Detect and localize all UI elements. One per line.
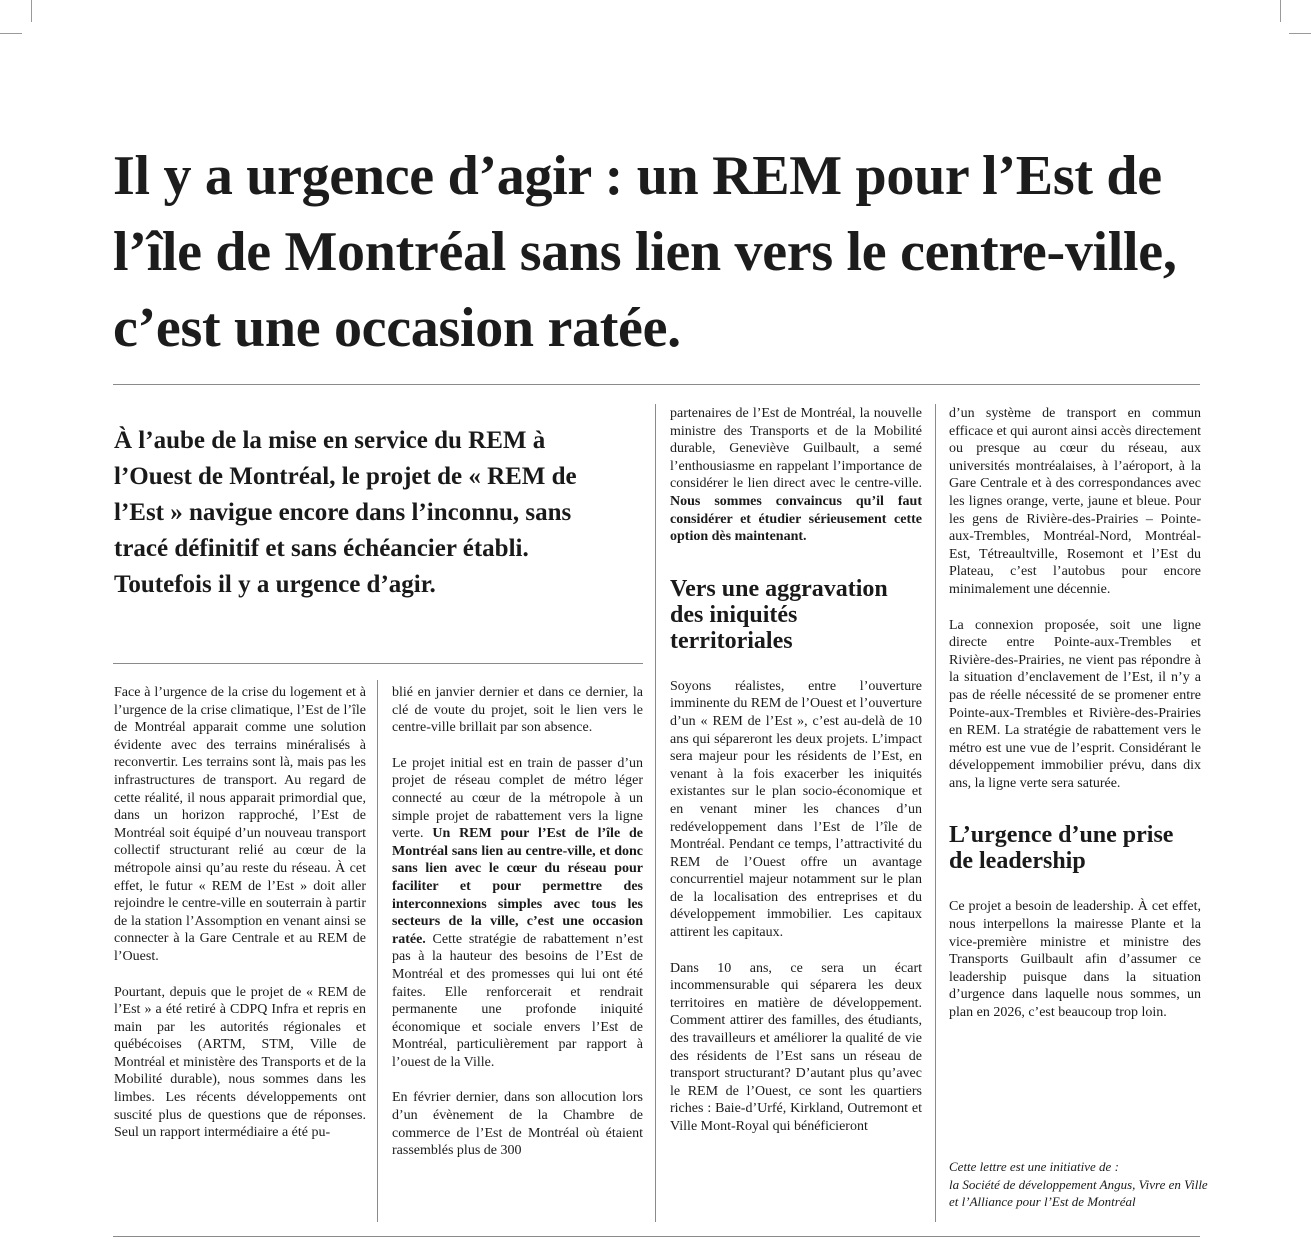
lede: À l’aube de la mise en service du REM à l’Ouest de Montréal, le projet de « REM de l’Est » navigue encore dans l’inconnu, sans tracé définitif et sans échéancier établi. Toutefois il y a urgence d’agir. (114, 427, 577, 598)
emphasis-text: Un REM pour l’Est de l’île de Montréal sans lien au centre-ville, et donc sans lien avec le cœur du réseau pour faciliter et pour permettre des interconnexions simples avec tous les secteurs de la ville, c’est une occasion ratée. (392, 826, 644, 947)
section-heading: Vers une aggravation des iniquités territoriales (670, 575, 888, 654)
crop-mark-top-right-h (1289, 33, 1311, 34)
headline-divider (113, 384, 1200, 385)
column-1 (114, 684, 366, 1142)
column-divider-2 (655, 404, 656, 1222)
section-heading: L’urgence d’une prise de leadership (949, 822, 1174, 875)
body-paragraph (392, 755, 643, 1072)
column-2 (392, 684, 643, 1160)
body-paragraph: blié en janvier dernier et dans ce dernier, la clé de voute du projet, soit le lien vers le centre-ville brillait par son absence. (392, 685, 643, 736)
crop-mark-top-left-v (31, 0, 32, 22)
body-paragraph: Face à l’urgence de la crise du logement et à l’urgence de la crise climatique, l’Est de l’île de Montréal apparait comme une solution évidente avec des terrains minéralisés à reconvertir. Les terrains sont là, mais pas les infrastructures de transport. Au regard de cette réalité, il nous apparait primordial que, dans un horizon rapproché, l’Est de Montréal soit équipé d’un nouveau transport collectif structurant relié au cœur de la métropole ainsi qu’au reste du réseau. À cet effet, le futur « REM de l’Est » doit aller rejoindre le centre-ville en souterrain à partir de la station l’Assomption en venant ainsi se connecter à la Gare Centrale et au REM de l’Ouest. (114, 685, 366, 964)
body-paragraph: Pourtant, depuis que le projet de « REM de l’Est » a été retiré à CDPQ Infra et repris en main par les autorités régionales et québécoises (ARTM, STM, Ville de Montréal et ministère des Transports et de la Mobilité durable), nous sommes dans les limbes. Les récents développements ont suscité plus de questions que de réponses. Seul un rapport intermédiaire a été pu- (114, 984, 366, 1141)
body-paragraph: d’un système de transport en commun efficace et qui auront ainsi accès directement ou presque au cœur du réseau, aux universités montréalaises, à l’aéroport, à la Gare Centrale et à des correspondances avec les lignes orange, verte, jaune et bleue. Pour les gens de Rivière-des-Prairies – Pointe-aux-Trembles, Montréal-Nord, Montréal-Est, Tétreaultville, Rosemont et l’Est du Plateau, c’est l’autobus pour encore minimalement une décennie. (949, 406, 1201, 597)
bottom-rule (113, 1236, 1200, 1237)
column-4 (949, 405, 1201, 1022)
body-paragraph: En février dernier, dans son allocution lors d’un évènement de la Chambre de commerce de l’Est de Montréal où étaient rassemblés plus de 300 (392, 1090, 643, 1159)
body-paragraph: Ce projet a besoin de leadership. À cet effet, nous interpellons la mairesse Plante et la vice-première ministre et ministre des Transports Guilbault afin d’assumer ce leadership puisque dans la situation d’urgence dans laquelle nous sommes, un plan en 2026, c’est beaucoup trop loin. (949, 899, 1201, 1021)
lede-divider (113, 663, 643, 664)
body-text: partenaires de l’Est de Montréal, la nouvelle ministre des Transports et de la Mobilité durable, Geneviève Guilbault, a semé l’enthousiasme en rappelant l’importance de considérer le lien direct avec le centre-ville. (670, 406, 922, 492)
headline: Il y a urgence d’agir : un REM pour l’Est de l’île de Montréal sans lien vers le centre-ville, c’est une occasion ratée. (113, 145, 1177, 359)
column-divider-1 (377, 680, 378, 1222)
column-divider-3 (935, 404, 936, 1222)
column-3 (670, 405, 922, 1136)
signature-intro: Cette lettre est une initiative de : (949, 1159, 1119, 1174)
emphasis-text: Nous sommes convaincus qu’il faut considérer et étudier sérieusement cette option dès maintenant. (670, 493, 922, 545)
body-paragraph: Dans 10 ans, ce sera un écart incommensurable qui séparera les deux territoires en matière de développement. Comment attirer des familles, des étudiants, des travailleurs et améliorer la qualité de vie des résidents de l’Est sans un réseau de transport structurant? D’autant plus qu’avec le REM de l’Ouest, ce sont les quartiers riches : Baie-d’Urfé, Kirkland, Outremont et Ville Mont-Royal qui bénéficieront (670, 960, 922, 1134)
body-paragraph: La connexion proposée, soit une ligne directe entre Pointe-aux-Trembles et Rivière-des-Prairies, ne vient pas répondre à la situation d’enclavement de l’Est, il n’y a pas de réelle nécessité de se promener entre Pointe-aux-Trembles et Rivière-des-Prairies en REM. La stratégie de rabattement vers le métro est une vue de l’esprit. Considérant le développement immobilier prévu, dans dix ans, la ligne verte sera saturée. (949, 617, 1201, 791)
body-paragraph: Soyons réalistes, entre l’ouverture imminente du REM de l’Ouest et l’ouverture d’un « REM de l’Est », c’est au-delà de 10 ans qui sépareront les deux projets. L’impact sera majeur pour les résidents de l’Est, en venant à la fois exacerber les iniquités existantes sur le plan socio-économique et en venant miner les chances d’un redéveloppement dans l’Est de l’île de Montréal. Pendant ce temps, l’attractivité du REM de l’Ouest offre un avantage concurrentiel majeur notamment sur le plan de la localisation des entreprises et du développement immobilier. Les capitaux attirent les capitaux. (670, 678, 922, 941)
crop-mark-top-left-h (0, 33, 22, 34)
signature (949, 1158, 1209, 1211)
body-text: Le projet initial est en train de passer d’un projet de réseau complet de métro léger connecté au cœur de la métropole à un simple projet de rabattement vers la ligne verte. (392, 755, 643, 842)
body-text: Cette stratégie de rabattement n’est pas à la hauteur des besoins de l’Est de Montréal et des promesses qui lui ont été faites. Elle renforcerait et rendrait permanente une profonde iniquité économique et sociale envers l’Est de Montréal, particulièrement par rapport à l’ouest de la Ville. (392, 931, 643, 1070)
body-paragraph (670, 405, 922, 546)
crop-mark-top-right-v (1280, 0, 1281, 22)
signature-organizations: la Société de développement Angus, Vivre en Ville et l’Alliance pour l’Est de Montréal (949, 1176, 1208, 1209)
